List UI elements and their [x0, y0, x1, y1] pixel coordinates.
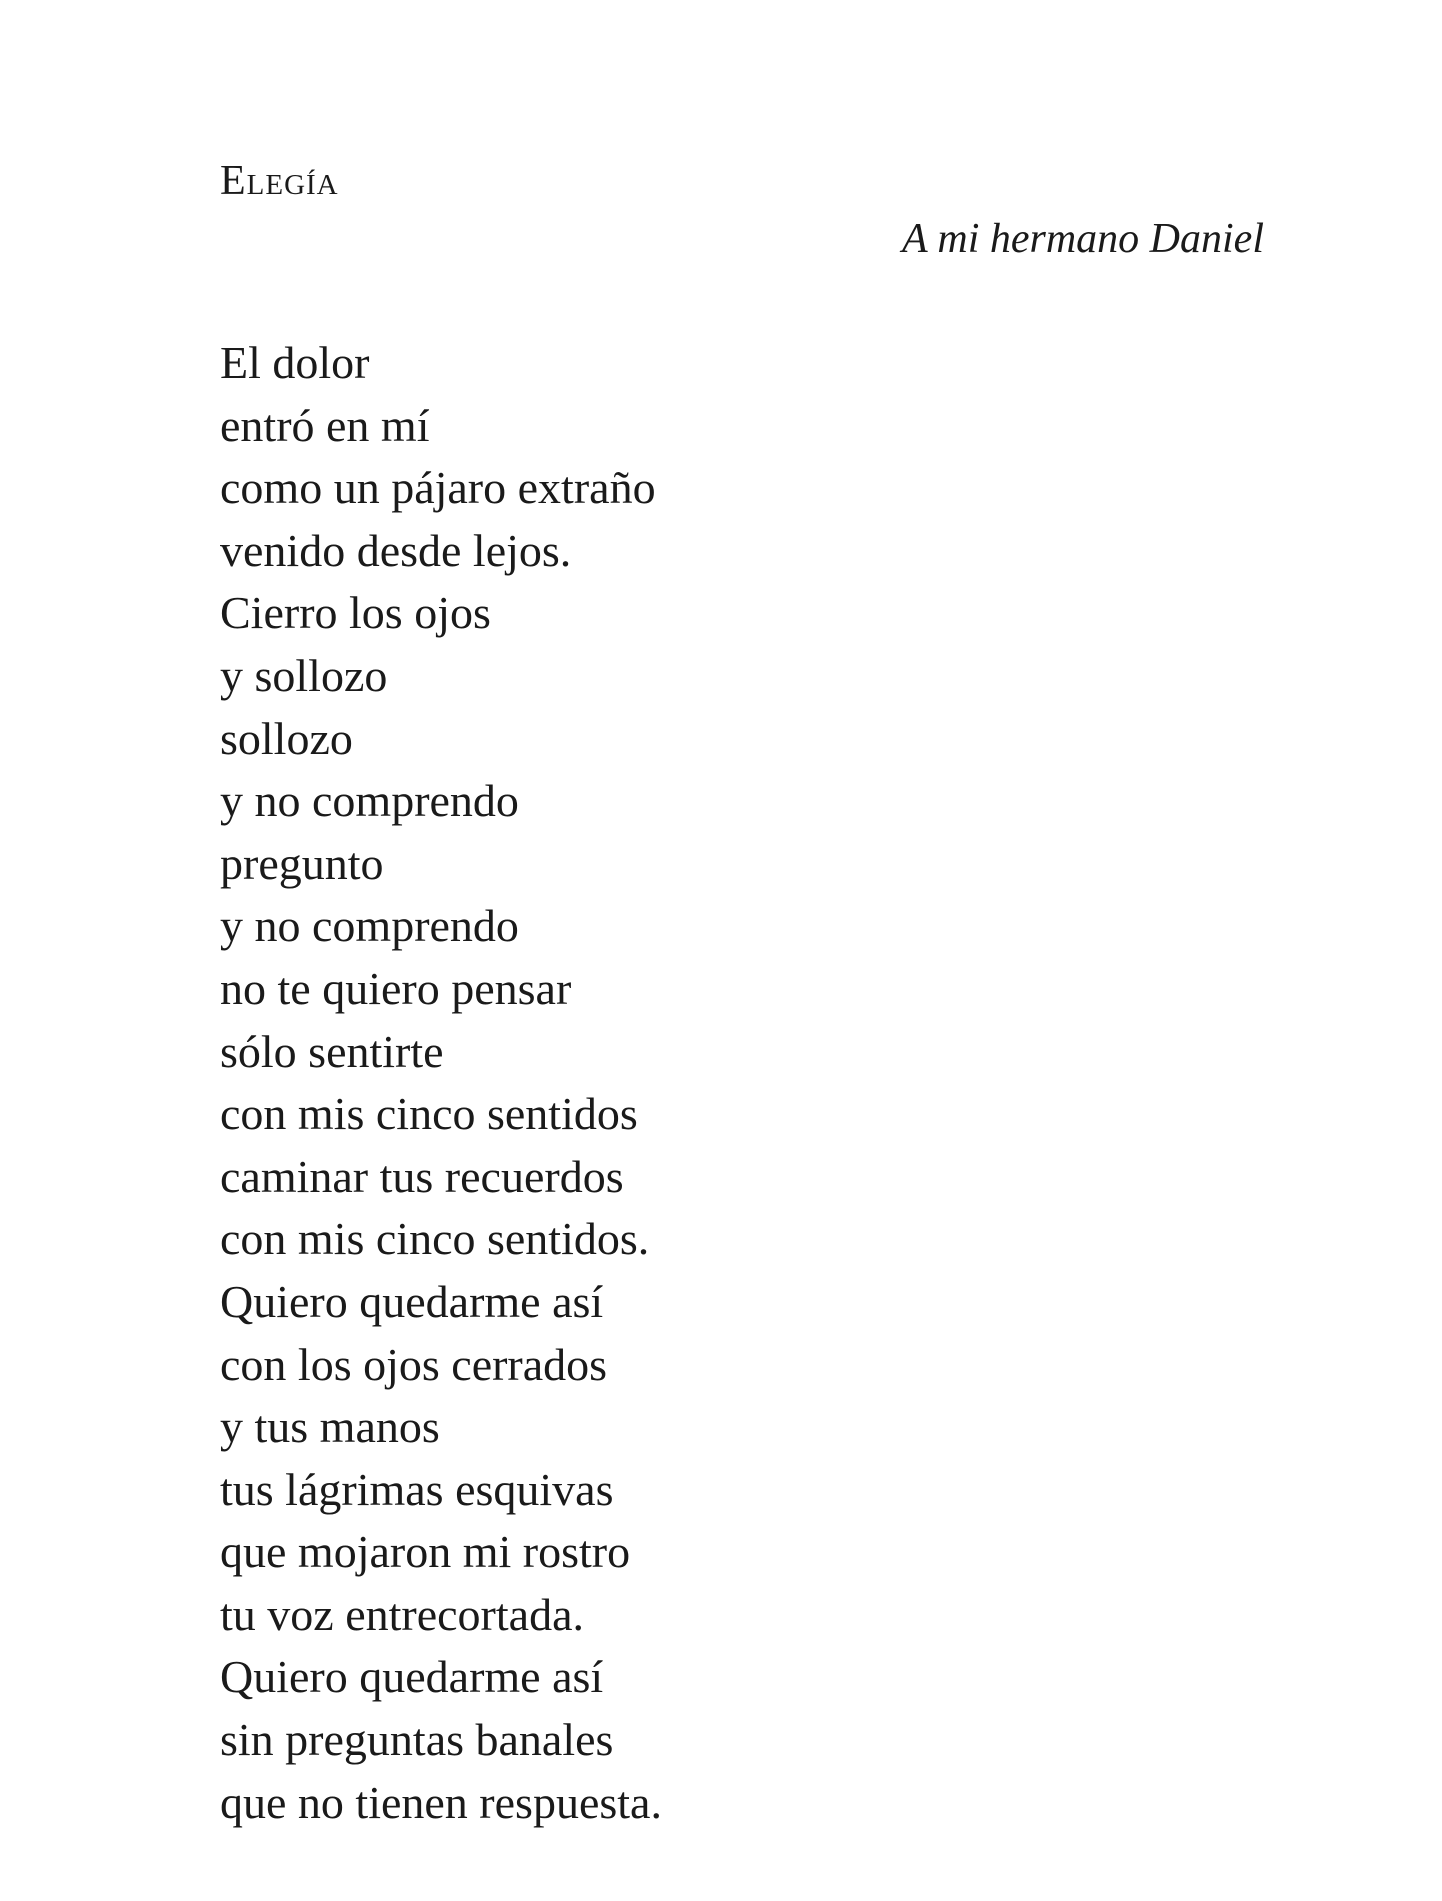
poem-line: Quiero quedarme así [220, 1651, 604, 1703]
poem-line: caminar tus recuerdos [220, 1150, 624, 1202]
poem-line: que no tienen respuesta. [220, 1776, 662, 1828]
poem-line: sollozo [220, 712, 353, 764]
poem-line: y tus manos [220, 1401, 440, 1453]
poem-line: y no comprendo [220, 900, 519, 952]
poem-line: El dolor [220, 337, 370, 388]
poem-body [220, 332, 662, 1834]
poem-line: entró en mí [220, 399, 430, 451]
poem-line: como un pájaro extraño [220, 462, 656, 514]
poem-line: con mis cinco sentidos. [220, 1213, 650, 1265]
poem-line: no te quiero pensar [220, 962, 572, 1014]
poem-line: y no comprendo [220, 775, 519, 827]
poem-line: Quiero quedarme así [220, 1275, 604, 1327]
poem-title: Elegía [220, 158, 339, 204]
poem-line: y sollozo [220, 649, 388, 701]
poem-line: Cierro los ojos [220, 587, 491, 639]
poem-line: sin preguntas banales [220, 1714, 614, 1766]
poem-line: tus lágrimas esquivas [220, 1463, 614, 1515]
poem-dedication: A mi hermano Daniel [901, 216, 1264, 262]
poem-line: con los ojos cerrados [220, 1338, 608, 1390]
poem-line: que mojaron mi rostro [220, 1526, 631, 1578]
poem-line: con mis cinco sentidos [220, 1088, 638, 1140]
poem-line: sólo sentirte [220, 1025, 444, 1077]
poem-line: tu voz entrecortada. [220, 1588, 584, 1640]
poem-line: pregunto [220, 837, 384, 889]
poem-line: venido desde lejos. [220, 524, 572, 576]
